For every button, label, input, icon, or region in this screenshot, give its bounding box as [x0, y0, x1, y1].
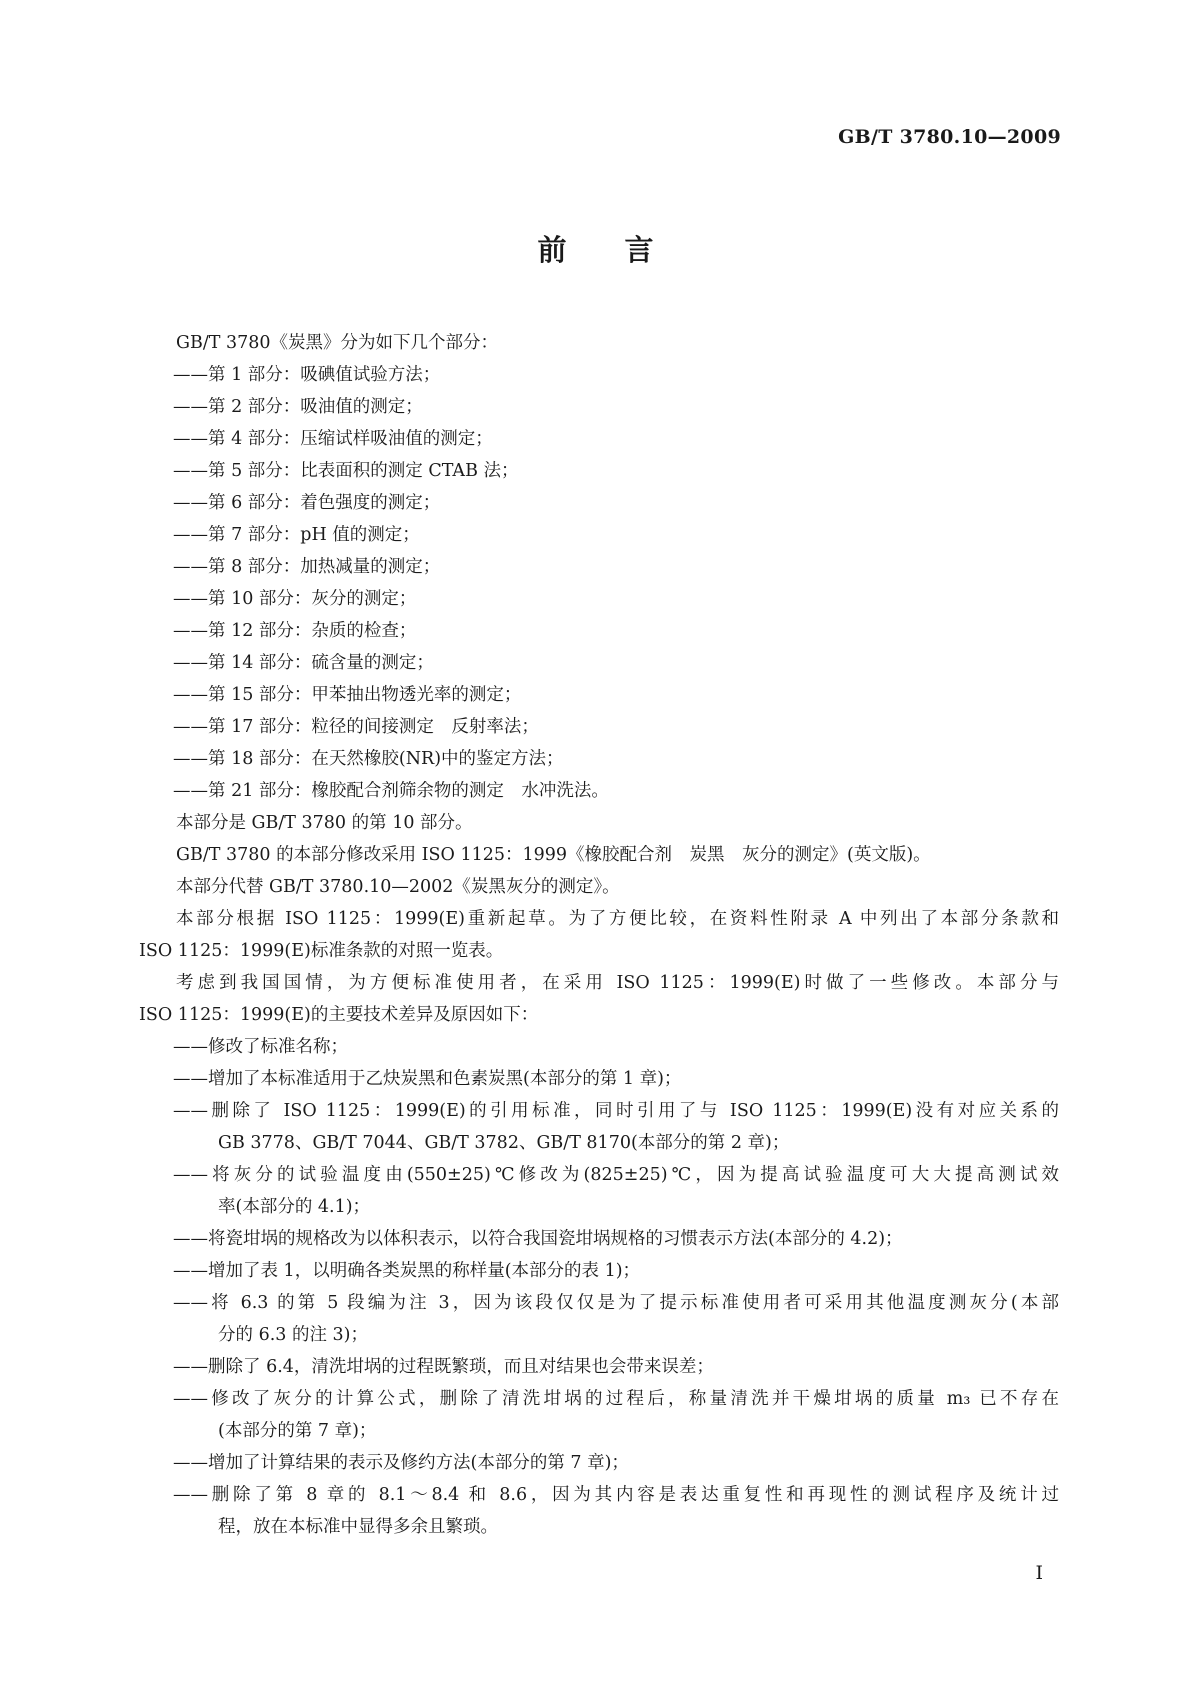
list-item-line: ——第 4 部分：压缩试样吸油值的测定； [173, 429, 493, 449]
list-item-line: ——删除了 ISO 1125：1999(E)的引用标准，同时引用了与 ISO 1125：1999(E)没有对应关系的 [173, 1101, 1059, 1121]
list-item-line: ——将 6.3 的第 5 段编为注 3，因为该段仅仅是为了提示标准使用者可采用其他温度测灰分(本部 [173, 1293, 1059, 1313]
list-item-line: ——第 12 部分：杂质的检查； [173, 621, 417, 641]
list-item-line: ——第 6 部分：着色强度的测定； [173, 493, 441, 513]
list-item-line: ——第 1 部分：吸碘值试验方法； [173, 365, 441, 385]
list-item-line: ——第 21 部分：橡胶配合剂筛余物的测定 水冲洗法。 [173, 781, 609, 801]
list-item-line: GB 3778、GB/T 7044、GB/T 3782、GB/T 8170(本部分的第 2 章)； [218, 1133, 790, 1153]
paragraph-line: 本部分根据 ISO 1125：1999(E)重新起草。为了方便比较，在资料性附录 A 中列出了本部分条款和 [176, 909, 1059, 929]
list-item-line: ——第 17 部分：粒径的间接测定 反射率法； [173, 717, 539, 737]
list-item-line: ——第 10 部分：灰分的测定； [173, 589, 417, 609]
list-item-line: ——第 7 部分：pH 值的测定； [173, 525, 420, 545]
list-item-line: ——删除了 6.4，清洗坩埚的过程既繁琐，而且对结果也会带来误差； [173, 1357, 714, 1377]
paragraph-line: GB/T 3780《炭黑》分为如下几个部分： [176, 333, 499, 353]
list-item-line: 率(本部分的 4.1)； [218, 1197, 371, 1217]
page-title [0, 228, 1191, 269]
list-item-line: ——第 8 部分：加热减量的测定； [173, 557, 441, 577]
list-item-line: ——第 15 部分：甲苯抽出物透光率的测定； [173, 685, 522, 705]
list-item-line: ——增加了本标准适用于乙炔炭黑和色素炭黑(本部分的第 1 章)； [173, 1069, 682, 1089]
title-char-1: 前 [537, 233, 567, 267]
list-item-line: ——第 18 部分：在天然橡胶(NR)中的鉴定方法； [173, 749, 564, 769]
paragraph-line: 本部分代替 GB/T 3780.10—2002《炭黑灰分的测定》。 [176, 877, 620, 897]
paragraph-line: 考虑到我国国情，为方便标准使用者，在采用 ISO 1125：1999(E)时做了一些修改。本部分与 [176, 973, 1059, 993]
list-item-line: ——第 2 部分：吸油值的测定； [173, 397, 423, 417]
foreword-body [139, 327, 1059, 1543]
title-char-2: 言 [624, 233, 654, 267]
paragraph-line: 本部分是 GB/T 3780 的第 10 部分。 [176, 813, 473, 833]
standard-number: GB/T 3780.10—2009 [838, 126, 1061, 148]
paragraph-line: ISO 1125：1999(E)标准条款的对照一览表。 [139, 941, 504, 961]
list-item-line: ——修改了灰分的计算公式，删除了清洗坩埚的过程后，称量清洗并干燥坩埚的质量 m₃ 已不存在 [173, 1389, 1059, 1409]
list-item-line: ——删除了第 8 章的 8.1～8.4 和 8.6，因为其内容是表达重复性和再现性的测试程序及统计过 [173, 1485, 1059, 1505]
list-item-line: ——第 5 部分：比表面积的测定 CTAB 法； [173, 461, 519, 481]
page-number: I [1035, 1562, 1043, 1584]
list-item-line: ——增加了表 1，以明确各类炭黑的称样量(本部分的表 1)； [173, 1261, 641, 1281]
list-item-line: 程，放在本标准中显得多余且繁琐。 [218, 1517, 498, 1537]
list-item-line: 分的 6.3 的注 3)； [218, 1325, 368, 1345]
list-item-line: ——增加了计算结果的表示及修约方法(本部分的第 7 章)； [173, 1453, 629, 1473]
list-item-line: ——修改了标准名称； [173, 1037, 348, 1057]
list-item-line: (本部分的第 7 章)； [218, 1421, 377, 1441]
list-item-line: ——将瓷坩埚的规格改为以体积表示，以符合我国瓷坩埚规格的习惯表示方法(本部分的 4.2)； [173, 1229, 903, 1249]
paragraph-line: ISO 1125：1999(E)的主要技术差异及原因如下： [139, 1005, 539, 1025]
list-item-line: ——将灰分的试验温度由(550±25)℃修改为(825±25)℃，因为提高试验温度可大大提高测试效 [173, 1165, 1059, 1185]
list-item-line: ——第 14 部分：硫含量的测定； [173, 653, 434, 673]
paragraph-line: GB/T 3780 的本部分修改采用 ISO 1125：1999《橡胶配合剂 炭黑 灰分的测定》(英文版)。 [176, 845, 931, 865]
